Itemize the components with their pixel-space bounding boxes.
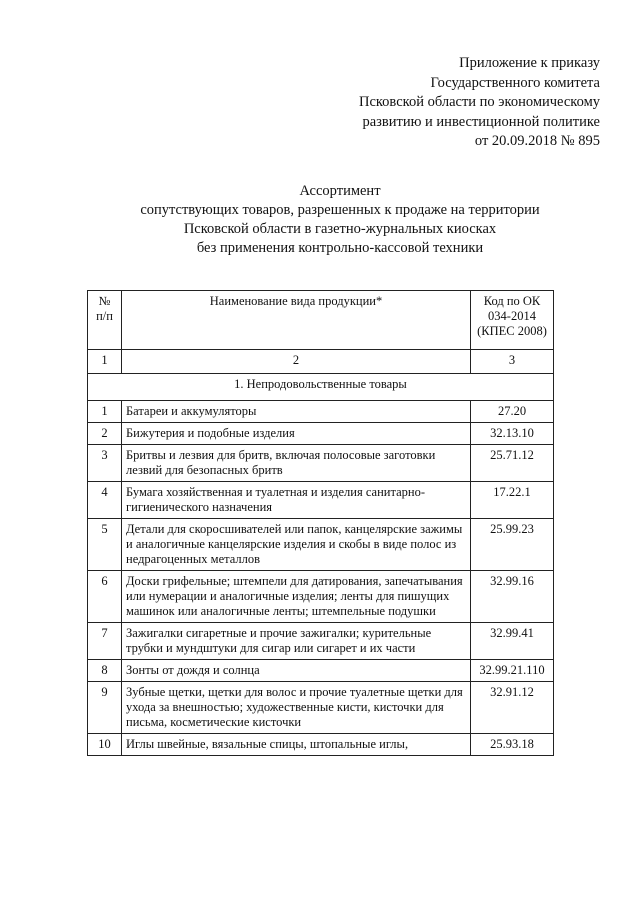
table-row <box>88 519 554 571</box>
column-number: 1 <box>88 350 122 374</box>
product-code: 25.99.23 <box>471 519 554 571</box>
section-title: 1. Непродовольственные товары <box>88 374 554 401</box>
product-name: Зажигалки сигаретные и прочие зажигалки; курительные трубки и мундштуки для сигар или сигарет и их части <box>122 623 471 660</box>
table-header-row <box>88 291 554 350</box>
table-row <box>88 682 554 734</box>
row-number: 1 <box>88 401 122 423</box>
product-code: 32.99.21.110 <box>471 660 554 682</box>
column-number: 2 <box>122 350 471 374</box>
header-num: № п/п <box>88 291 122 350</box>
row-number: 3 <box>88 445 122 482</box>
header-name: Наименование вида продукции* <box>122 291 471 350</box>
row-number: 2 <box>88 423 122 445</box>
section-row <box>88 374 554 401</box>
appendix-line: развитию и инвестиционной политике <box>362 113 600 130</box>
product-name: Детали для скоросшивателей или папок, канцелярские зажимы и аналогичные канцелярские изделия и скобы в виде полос из недрагоценных металлов <box>122 519 471 571</box>
product-name: Зубные щетки, щетки для волос и прочие туалетные щетки для ухода за внешностью; художественные кисти, кисточки для письма, косметические кисточки <box>122 682 471 734</box>
appendix-line: от 20.09.2018 № 895 <box>474 133 600 149</box>
product-code: 32.99.41 <box>471 623 554 660</box>
title-line: Псковской области в газетно-журнальных киосках <box>183 221 497 237</box>
column-number-row <box>88 350 554 374</box>
table-row <box>88 482 554 519</box>
table-body <box>88 401 554 756</box>
product-code: 25.93.18 <box>471 734 554 756</box>
document-title <box>80 182 600 258</box>
product-name: Батареи и аккумуляторы <box>122 401 471 423</box>
products-table <box>87 290 554 756</box>
product-name: Зонты от дождя и солнца <box>122 660 471 682</box>
product-name: Доски грифельные; штемпели для датирования, запечатывания или нумерации и аналогичные изделия; ленты для пишущих машинок или аналогичные ленты; штемпельные подушки <box>122 571 471 623</box>
product-name: Иглы швейные, вязальные спицы, штопальные иглы, <box>122 734 471 756</box>
title-line: Ассортимент <box>299 183 381 199</box>
product-code: 32.99.16 <box>471 571 554 623</box>
product-code: 32.91.12 <box>471 682 554 734</box>
product-code: 32.13.10 <box>471 423 554 445</box>
table-row <box>88 734 554 756</box>
product-name: Бритвы и лезвия для бритв, включая полосовые заготовки лезвий для безопасных бритв <box>122 445 471 482</box>
row-number: 8 <box>88 660 122 682</box>
table-row <box>88 401 554 423</box>
row-number: 7 <box>88 623 122 660</box>
row-number: 9 <box>88 682 122 734</box>
product-name: Бижутерия и подобные изделия <box>122 423 471 445</box>
table-row <box>88 445 554 482</box>
product-code: 25.71.12 <box>471 445 554 482</box>
row-number: 5 <box>88 519 122 571</box>
appendix-line: Приложение к приказу <box>459 55 600 71</box>
title-line: сопутствующих товаров, разрешенных к продаже на территории <box>140 202 540 218</box>
table-row <box>88 423 554 445</box>
column-number: 3 <box>471 350 554 374</box>
appendix-line: Государственного комитета <box>430 74 600 91</box>
product-code: 27.20 <box>471 401 554 423</box>
appendix-line: Псковской области по экономическому <box>358 94 600 110</box>
table-row <box>88 660 554 682</box>
product-name: Бумага хозяйственная и туалетная и изделия санитарно-гигиенического назначения <box>122 482 471 519</box>
table-row <box>88 571 554 623</box>
row-number: 6 <box>88 571 122 623</box>
product-code: 17.22.1 <box>471 482 554 519</box>
title-line: без применения контрольно-кассовой техники <box>196 240 484 256</box>
appendix-header <box>260 54 600 152</box>
header-code: Код по ОК 034-2014 (КПЕС 2008) <box>471 291 554 350</box>
table-row <box>88 623 554 660</box>
row-number: 10 <box>88 734 122 756</box>
row-number: 4 <box>88 482 122 519</box>
